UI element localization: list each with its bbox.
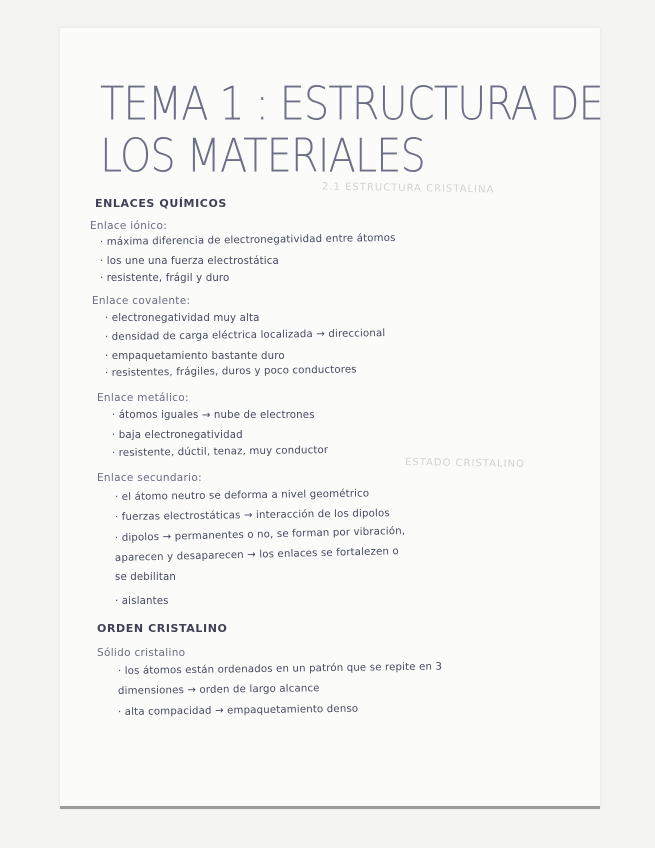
list-item: · aislantes — [115, 596, 169, 607]
bleed-through-text: 2.1 ESTRUCTURA CRISTALINA — [321, 181, 495, 196]
list-item: aparecen y desaparecen → los enlaces se fortalezen o — [114, 546, 399, 564]
list-item: · los une una fuerza electrostática — [100, 256, 279, 267]
list-item: · resistentes, frágiles, duros y poco conductores — [104, 364, 357, 379]
list-item: · baja electronegatividad — [112, 430, 243, 441]
page-title-line-2: LOS MATERIALES — [100, 130, 425, 183]
list-item: dimensiones → orden de largo alcance — [117, 683, 320, 697]
list-item: · alta compacidad → empaquetamiento denso — [117, 703, 359, 718]
list-item: · fuerzas electrostáticas → interacción de los dipolos — [114, 508, 390, 523]
list-item: · máxima diferencia de electronegatividad entre átomos — [99, 232, 396, 248]
subheading-enlace-covalente: Enlace covalente: — [92, 295, 191, 307]
subheading-enlace-secundario: Enlace secundario: — [97, 472, 202, 484]
section-heading-orden: ORDEN CRISTALINO — [97, 622, 228, 635]
list-item: · electronegatividad muy alta — [105, 313, 260, 324]
subheading-solido-cristalino: Sólido cristalino — [97, 647, 186, 659]
list-item: · átomos iguales → nube de electrones — [112, 410, 315, 421]
subheading-enlace-ionico: Enlace iónico: — [90, 220, 168, 232]
page-bottom-edge — [60, 806, 600, 809]
bleed-through-text: ESTADO CRISTALINO — [404, 456, 525, 471]
section-heading-enlaces: ENLACES QUÍMICOS — [95, 197, 227, 210]
list-item: · el átomo neutro se deforma a nivel geométrico — [114, 488, 370, 503]
list-item: se debilitan — [115, 572, 176, 583]
list-item: · empaquetamiento bastante duro — [105, 351, 285, 362]
subheading-enlace-metalico: Enlace metálico: — [97, 392, 189, 404]
list-item: · dipolos → permanentes o no, se forman por vibración, — [114, 525, 406, 544]
list-item: · resistente, frágil y duro — [100, 273, 230, 284]
list-item: · los átomos están ordenados en un patrón que se repite en 3 — [117, 661, 443, 677]
list-item: · resistente, dúctil, tenaz, muy conductor — [111, 444, 329, 459]
page-title-line-1: TEMA 1 : ESTRUCTURA DE — [100, 78, 603, 131]
list-item: · densidad de carga eléctrica localizada → direccional — [104, 328, 386, 343]
